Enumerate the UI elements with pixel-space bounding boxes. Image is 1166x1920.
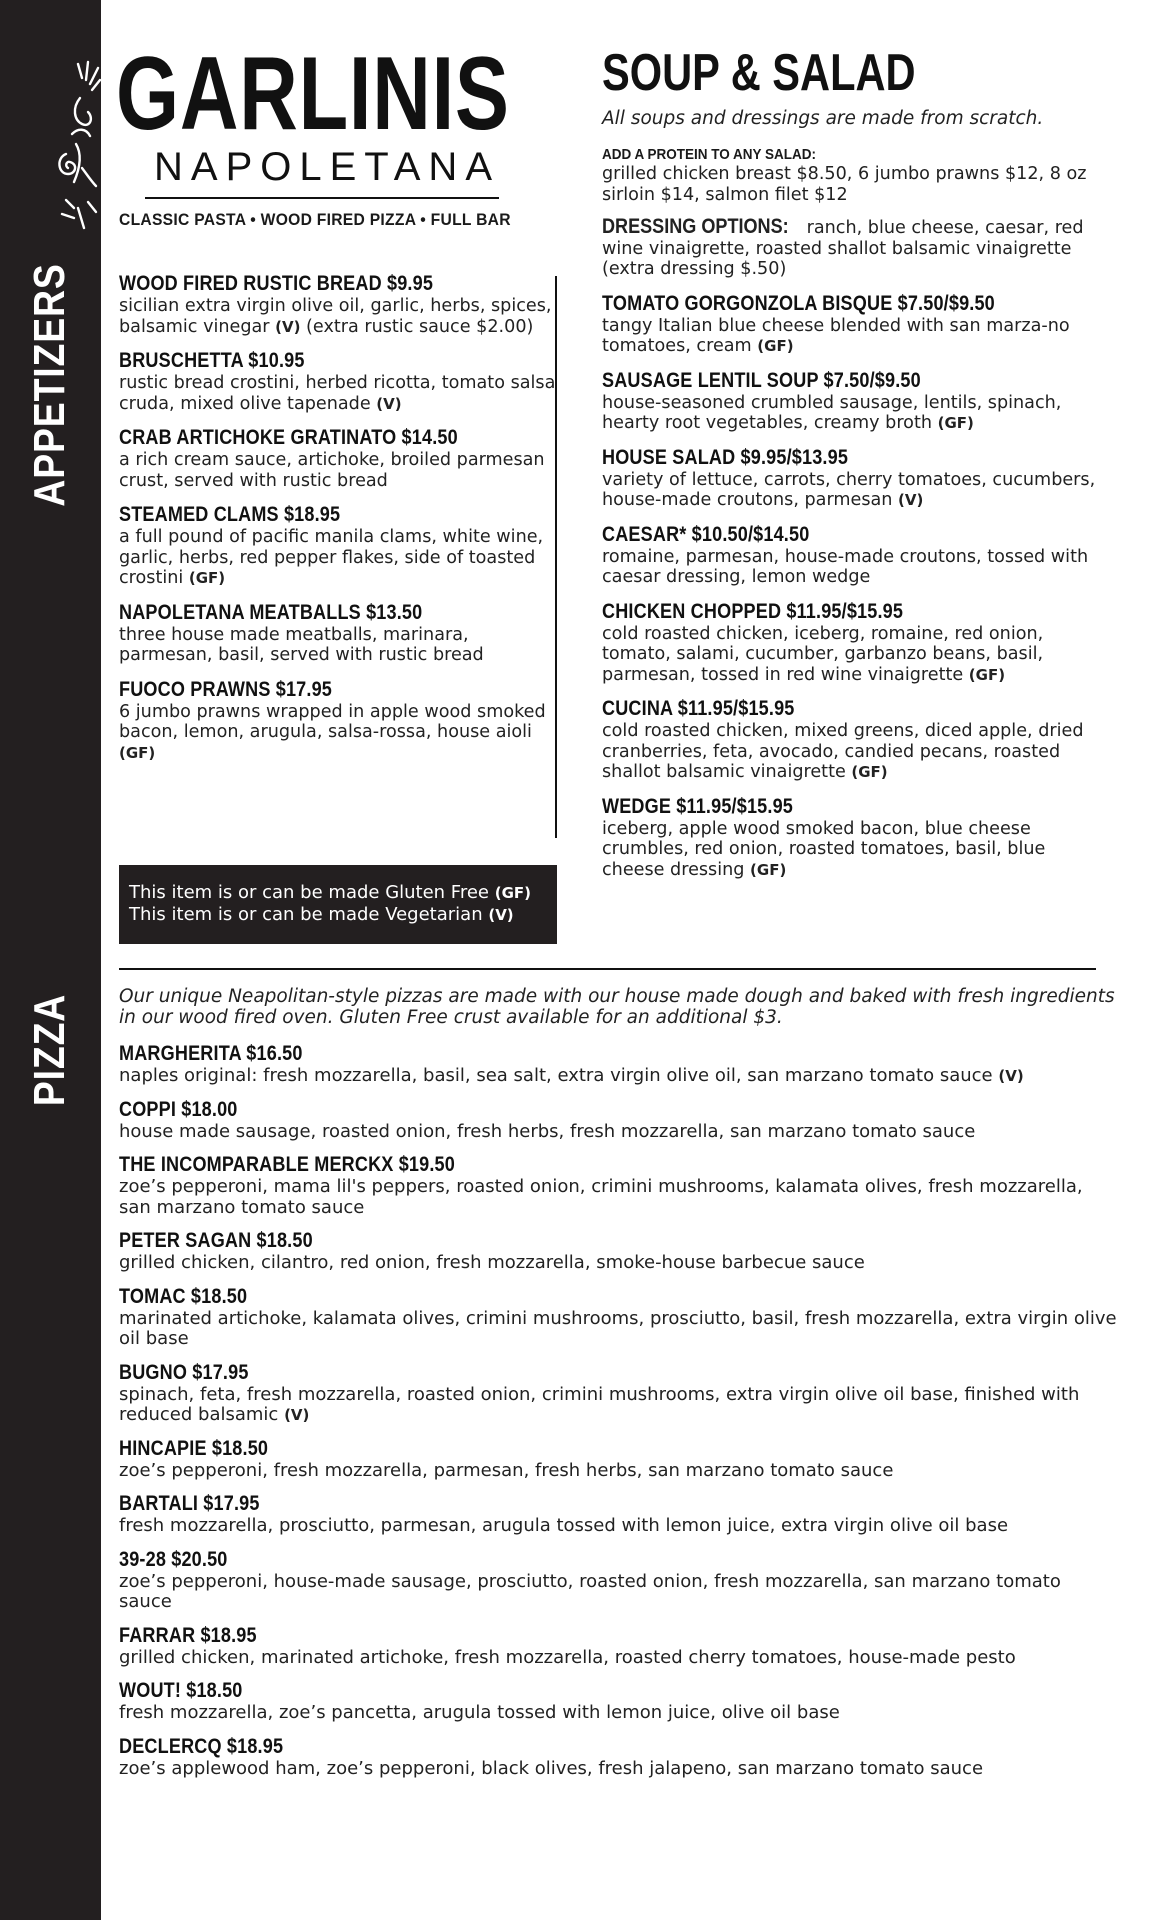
- menu-item: [119, 1042, 1119, 1087]
- item-name: SAUSAGE LENTIL SOUP $7.50/$9.50: [602, 368, 921, 392]
- menu-item: [119, 1624, 1119, 1669]
- menu-item: [119, 1492, 1119, 1537]
- menu-item: [119, 1285, 1119, 1350]
- item-description: sicilian extra virgin olive oil, garlic, herbs, spices, balsamic vinegar (V) (extra rustic sauce $2.00): [119, 296, 552, 337]
- item-description: variety of lettuce, carrots, cherry tomatoes, cucumbers, house-made croutons, parmesan (V): [602, 469, 1096, 510]
- item-name: CRAB ARTICHOKE GRATINATO $14.50: [119, 426, 458, 449]
- item-description: house made sausage, roasted onion, fresh herbs, fresh mozzarella, san marzano tomato sauce: [119, 1120, 976, 1142]
- column-divider: [555, 276, 557, 838]
- protein-description: grilled chicken breast $8.50, 6 jumbo prawns $12, 8 oz sirloin $14, salmon filet $12: [602, 164, 1087, 205]
- dietary-tag: (GF): [757, 337, 794, 355]
- item-description: a full pound of pacific manila clams, white wine, garlic, herbs, red pepper flakes, side of toasted crostini (GF): [119, 527, 544, 588]
- dietary-tag: (GF): [494, 884, 532, 902]
- dietary-tag: (GF): [750, 860, 787, 879]
- item-name: CHICKEN CHOPPED $11.95/$15.95: [602, 599, 904, 623]
- item-description: 6 jumbo prawns wrapped in apple wood smoked bacon, lemon, arugula, salsa-rossa, house aioli (GF): [119, 701, 546, 762]
- chef-flame-icon: [52, 58, 102, 238]
- dietary-tag: (V): [898, 491, 924, 509]
- item-name: DECLERCQ $18.95: [119, 1734, 284, 1758]
- item-description: three house made meatballs, marinara, parmesan, basil, served with rustic bread: [119, 624, 484, 665]
- item-name: PETER SAGAN $18.50: [119, 1229, 313, 1252]
- menu-item: [119, 1437, 1119, 1482]
- menu-item: [119, 1153, 1119, 1218]
- item-name: BUGNO $17.95: [119, 1360, 249, 1384]
- menu-item: [119, 1098, 1119, 1143]
- menu-item: [119, 1361, 1119, 1426]
- item-name: WEDGE $11.95/$15.95: [602, 794, 794, 818]
- item-description: a rich cream sauce, artichoke, broiled parmesan crust, served with rustic bread: [119, 450, 545, 491]
- item-name: TOMATO GORGONZOLA BISQUE $7.50/$9.50: [602, 291, 995, 315]
- item-name: BARTALI $17.95: [119, 1492, 260, 1515]
- protein-addon: [602, 146, 1102, 205]
- logo-divider: [145, 197, 499, 199]
- item-description: naples original: fresh mozzarella, basil, sea salt, extra virgin olive oil, san marzano tomato sauce (V): [119, 1065, 1024, 1086]
- dietary-tag: (GF): [937, 414, 974, 432]
- dietary-tag: (GF): [968, 665, 1006, 684]
- dietary-tag: (GF): [188, 569, 226, 587]
- item-description: tangy Italian blue cheese blended with san marza-no tomatoes, cream (GF): [602, 315, 1070, 356]
- menu-item: [119, 1548, 1119, 1613]
- item-name: THE INCOMPARABLE MERCKX $19.50: [119, 1153, 455, 1176]
- menu-item: [602, 369, 1102, 434]
- dietary-tag: (GF): [851, 763, 888, 781]
- dietary-tag: (V): [998, 1067, 1024, 1085]
- item-name: FUOCO PRAWNS $17.95: [119, 677, 333, 701]
- brand-name: GARLINIS: [116, 36, 510, 152]
- item-name: WOUT! $18.50: [119, 1679, 243, 1702]
- menu-item: [119, 1229, 1119, 1274]
- item-name: STEAMED CLAMS $18.95: [119, 503, 341, 526]
- item-description: house-seasoned crumbled sausage, lentils, spinach, hearty root vegetables, creamy broth (GF): [602, 392, 1062, 433]
- soup-salad-section: [602, 46, 1102, 892]
- menu-item: [119, 1735, 1119, 1780]
- dressing-options: [602, 217, 1102, 280]
- menu-item: [119, 601, 559, 666]
- sidebar: [0, 0, 101, 1920]
- item-description: zoe’s pepperoni, fresh mozzarella, parmesan, fresh herbs, san marzano tomato sauce: [119, 1459, 894, 1481]
- pizza-section: [119, 986, 1119, 1790]
- item-description: zoe’s applewood ham, zoe’s pepperoni, black olives, fresh jalapeno, san marzano tomato sauce: [119, 1757, 984, 1779]
- menu-item: [602, 697, 1102, 783]
- appetizers-list: [119, 272, 559, 775]
- item-description: cold roasted chicken, mixed greens, diced apple, dried cranberries, feta, avocado, candied pecans, roasted shallot balsamic vinaigrette (GF): [602, 721, 1084, 782]
- item-description: zoe’s pepperoni, house-made sausage, prosciutto, roasted onion, fresh mozzarella, san marzano tomato sauce: [119, 1570, 1061, 1612]
- brand-subtitle: NAPOLETANA: [154, 145, 500, 189]
- dietary-tag: (GF): [119, 743, 156, 762]
- section-divider: [119, 968, 1096, 970]
- item-name: BRUSCHETTA $10.95: [119, 349, 305, 372]
- dressing-description: ranch, blue cheese, caesar, red wine vinaigrette, roasted shallot balsamic vinaigrette (extra dressing $.50): [602, 218, 1084, 279]
- dietary-tag: (V): [376, 394, 402, 413]
- item-description: rustic bread crostini, herbed ricotta, tomato salsa cruda, mixed olive tapenade (V): [119, 373, 556, 414]
- pizza-section-label: PIZZA: [25, 993, 74, 1107]
- item-name: COPPI $18.00: [119, 1097, 238, 1121]
- protein-label: ADD A PROTEIN TO ANY SALAD:: [602, 146, 817, 163]
- item-name: NAPOLETANA MEATBALLS $13.50: [119, 600, 423, 624]
- legend-vegetarian: This item is or can be made Vegetarian (V): [129, 904, 514, 925]
- item-description: fresh mozzarella, zoe’s pancetta, arugula tossed with lemon juice, olive oil base: [119, 1702, 840, 1723]
- menu-item: [119, 678, 559, 764]
- legend-gluten-free: This item is or can be made Gluten Free (GF): [129, 882, 532, 903]
- dietary-tag: (V): [488, 906, 514, 924]
- menu-item: [602, 292, 1102, 357]
- item-description: romaine, parmesan, house-made croutons, tossed with caesar dressing, lemon wedge: [602, 546, 1089, 587]
- item-description: zoe’s pepperoni, mama lil's peppers, roasted onion, crimini mushrooms, kalamata olives, fresh mozzarella, san marzano tomato sauce: [119, 1176, 1083, 1218]
- menu-item: [602, 446, 1102, 511]
- dietary-legend: [119, 865, 557, 944]
- item-name: HOUSE SALAD $9.95/$13.95: [602, 445, 849, 469]
- item-name: WOOD FIRED RUSTIC BREAD $9.95: [119, 272, 434, 295]
- menu-item: [119, 426, 559, 491]
- item-description: grilled chicken, cilantro, red onion, fresh mozzarella, smoke-house barbecue sauce: [119, 1252, 865, 1273]
- menu-item: [602, 600, 1102, 686]
- item-name: CAESAR* $10.50/$14.50: [602, 522, 810, 546]
- pizza-intro: Our unique Neapolitan-style pizzas are made with our house made dough and baked with fresh ingredients in our wood fired oven. Gluten Free crust available for an additional $3.: [119, 986, 1115, 1028]
- dietary-tag: (V): [275, 317, 301, 336]
- brand-tagline: CLASSIC PASTA • WOOD FIRED PIZZA • FULL BAR: [119, 210, 511, 229]
- menu-item: [602, 523, 1102, 588]
- item-description: grilled chicken, marinated artichoke, fresh mozzarella, roasted cherry tomatoes, house-made pesto: [119, 1646, 1016, 1668]
- item-description: cold roasted chicken, iceberg, romaine, red onion, tomato, salami, cucumber, garbanzo beans, basil, parmesan, tossed in red wine vinaigrette (GF): [602, 623, 1044, 685]
- item-name: HINCAPIE $18.50: [119, 1436, 269, 1460]
- item-name: FARRAR $18.95: [119, 1623, 257, 1647]
- appetizers-section-label: APPETIZERS: [25, 263, 74, 507]
- menu-item: [119, 503, 559, 589]
- item-name: CUCINA $11.95/$15.95: [602, 697, 795, 720]
- item-description: marinated artichoke, kalamata olives, crimini mushrooms, prosciutto, basil, fresh mozzarella, extra virgin olive oil base: [119, 1307, 1117, 1349]
- item-name: 39-28 $20.50: [119, 1547, 228, 1571]
- menu-item: [119, 1679, 1119, 1724]
- dressing-label: DRESSING OPTIONS:: [602, 215, 789, 238]
- item-description: iceberg, apple wood smoked bacon, blue cheese crumbles, red onion, roasted tomatoes, basil, blue cheese dressing (GF): [602, 818, 1046, 880]
- item-name: MARGHERITA $16.50: [119, 1042, 303, 1065]
- menu-item: [119, 272, 559, 337]
- item-description: fresh mozzarella, prosciutto, parmesan, arugula tossed with lemon juice, extra virgin olive oil base: [119, 1515, 1009, 1536]
- item-description: spinach, feta, fresh mozzarella, roasted onion, crimini mushrooms, extra virgin olive oil base, finished with reduced balsamic (V): [119, 1383, 1080, 1425]
- section-note: All soups and dressings are made from scratch.: [602, 108, 1044, 129]
- section-title: SOUP & SALAD: [602, 44, 916, 102]
- menu-item: [602, 795, 1102, 881]
- dietary-tag: (V): [284, 1406, 310, 1424]
- menu-item: [119, 349, 559, 414]
- item-name: TOMAC $18.50: [119, 1284, 248, 1308]
